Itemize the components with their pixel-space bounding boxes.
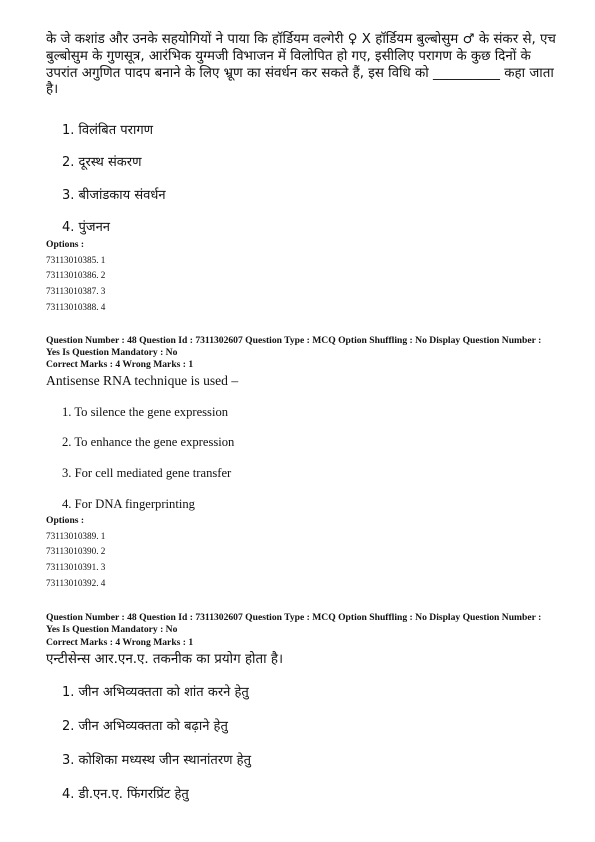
option-2: 2. To enhance the gene expression <box>62 435 235 449</box>
option-2: 2. जीन अभिव्यक्तता को बढ़ाने हेतु <box>62 719 228 734</box>
option-4: 4. डी.एन.ए. फिंगरप्रिंट हेतु <box>62 787 189 802</box>
hindi-question-text: एन्टीसेन्स आर.एन.ए. तकनीक का प्रयोग होता है। <box>46 652 284 667</box>
option-1: 1. जीन अभिव्यक्तता को शांत करने हेतु <box>62 685 249 700</box>
option-id-2: 73113010390. 2 <box>46 546 106 556</box>
options-label: Options : <box>46 239 85 250</box>
option-1: 1. विलंबित परागण <box>62 123 154 138</box>
options-label: Options : <box>46 515 85 526</box>
hindi-question-text-hordeum: के जे कशांड और उनके सहयोगियों ने पाया कि हॉर्डियम वल्गेरी ♀ X हॉर्डियम बुल्बोसुम ♂ के संकर से, एच बुल्बोसुम के गुणसूत्र, आरंभिक युग्मजी विभाजन में विलोपित हो गए, इसीलिए परागण के कुछ दिनों के उपरांत अगुणित पादप बनाने के लिए भ्रूण का संवर्धन कर सकते हैं, इस विधि को __________ कहा जाता है। <box>46 32 556 98</box>
option-1: 1. To silence the gene expression <box>62 405 229 419</box>
question-text: Antisense RNA technique is used – <box>46 373 239 388</box>
option-4: 4. पुंजनन <box>62 220 110 235</box>
option-3: 3. बीजांडकाय संवर्धन <box>62 188 166 203</box>
option-3: 3. कोशिका मध्यस्थ जीन स्थानांतरण हेतु <box>62 753 252 768</box>
option-id-3: 73113010391. 3 <box>46 562 106 572</box>
option-4: 4. For DNA fingerprinting <box>62 497 195 511</box>
marks-line: Correct Marks : 4 Wrong Marks : 1 <box>46 359 194 370</box>
option-id-1: 73113010385. 1 <box>46 255 106 265</box>
option-id-2: 73113010386. 2 <box>46 270 106 280</box>
question-meta-header: Question Number : 48 Question Id : 7311302607 Question Type : MCQ Option Shuffling : No Display Question Number : Yes Is Question Mandatory : No <box>46 612 542 635</box>
option-2: 2. दूरस्थ संकरण <box>62 155 142 170</box>
option-3: 3. For cell mediated gene transfer <box>62 466 232 480</box>
question-meta-header: Question Number : 48 Question Id : 7311302607 Question Type : MCQ Option Shuffling : No Display Question Number : Yes Is Question Mandatory : No <box>46 335 542 358</box>
option-id-4: 73113010388. 4 <box>46 302 106 312</box>
option-id-3: 73113010387. 3 <box>46 286 106 296</box>
option-id-4: 73113010392. 4 <box>46 578 106 588</box>
marks-line: Correct Marks : 4 Wrong Marks : 1 <box>46 637 194 648</box>
option-id-1: 73113010389. 1 <box>46 531 106 541</box>
